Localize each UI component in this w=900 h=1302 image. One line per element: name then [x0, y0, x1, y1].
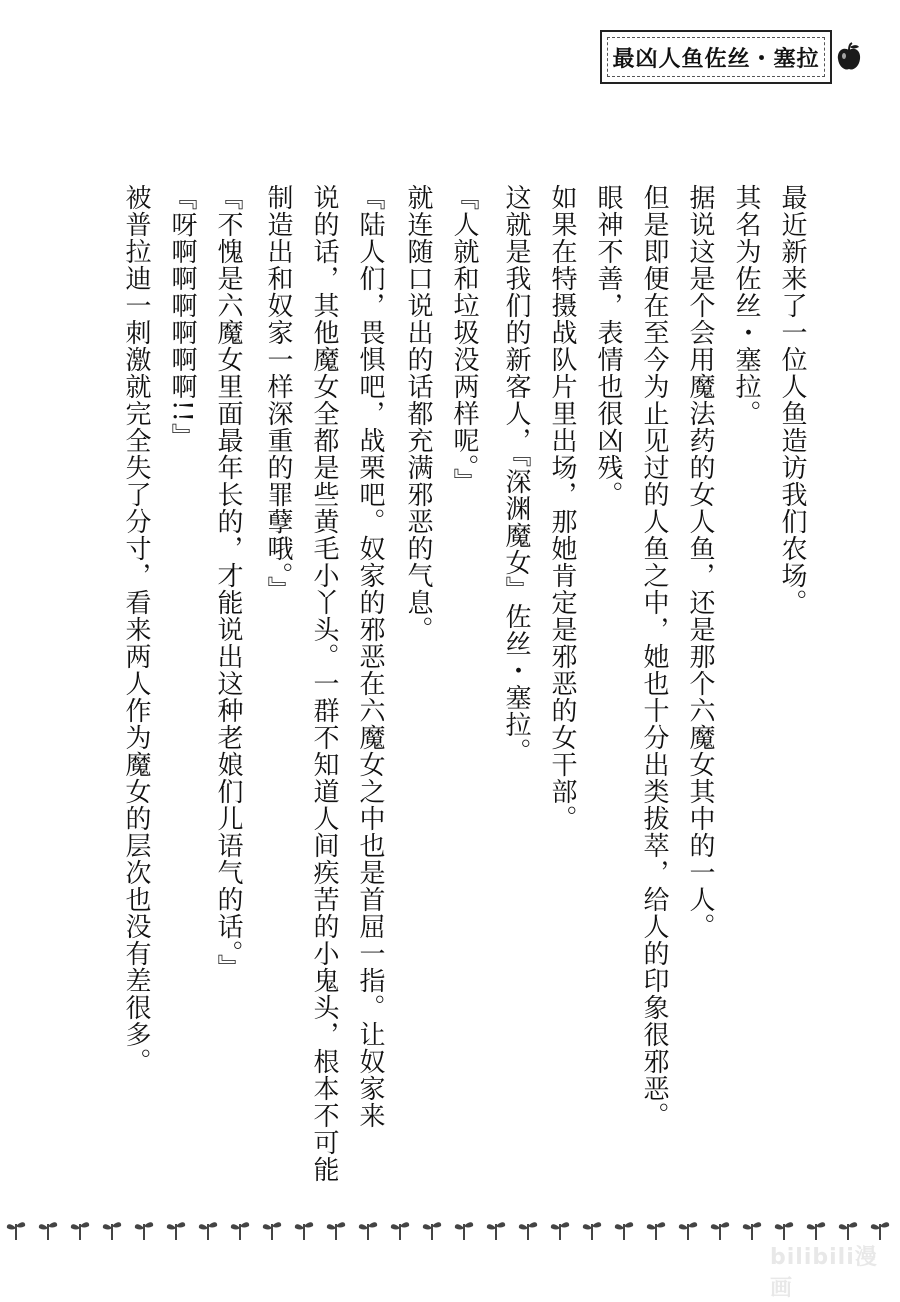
text-column-3: 据说这是个会用魔法药的女人鱼，还是那个六魔女其中的一人。 — [685, 184, 715, 940]
text-column-12: 制造出和奴家一样深重的罪孽哦。』 — [263, 184, 293, 603]
sprout-icon — [71, 1222, 89, 1240]
sprout-border-icon — [0, 1214, 900, 1242]
sprout-icon — [295, 1222, 313, 1240]
sprout-icon — [519, 1222, 537, 1240]
sprout-icon — [199, 1222, 217, 1240]
sprout-icon — [807, 1222, 825, 1240]
sprout-icon — [775, 1222, 793, 1240]
sprout-icon — [871, 1222, 889, 1240]
sprout-icon — [7, 1222, 25, 1240]
sprout-icon — [743, 1222, 761, 1240]
text-column-5: 眼神不善，表情也很凶残。 — [593, 184, 623, 508]
sprout-icon — [679, 1222, 697, 1240]
apple-icon — [836, 42, 862, 72]
text-column-1: 最近新来了一位人鱼造访我们农场。 — [777, 184, 807, 616]
sprout-icon — [455, 1222, 473, 1240]
text-column-15: 被普拉迪一刺激就完全失了分寸，看来两人作为魔女的层次也没有差很多。 — [121, 184, 151, 1075]
sprout-icon — [551, 1222, 569, 1240]
text-column-2: 其名为佐丝・塞拉。 — [731, 184, 761, 427]
text-column-14: 『呀啊啊啊啊啊啊!!』 — [167, 184, 197, 450]
text-column-11: 说的话，其他魔女全都是些黄毛小丫头。一群不知道人间疾苦的小鬼头，根本不可能 — [309, 184, 339, 1183]
sprout-icon — [231, 1222, 249, 1240]
text-column-4: 但是即便在至今为止见过的人鱼之中，她也十分出类拔萃，给人的印象很邪恶。 — [639, 184, 669, 1129]
sprout-icon — [423, 1222, 441, 1240]
sprout-icon — [583, 1222, 601, 1240]
watermark-logo: bilibili漫画 — [770, 1245, 878, 1301]
sprout-icon — [103, 1222, 121, 1240]
sprout-icon — [167, 1222, 185, 1240]
sprout-icon — [647, 1222, 665, 1240]
text-column-9: 就连随口说出的话都充满邪恶的气息。 — [403, 184, 433, 643]
text-column-10: 『陆人们，畏惧吧，战栗吧。奴家的邪恶在六魔女之中也是首屈一指。让奴家来 — [355, 184, 385, 1129]
text-column-8: 『人就和垃圾没两样呢。』 — [449, 184, 479, 495]
text-column-7: 这就是我们的新客人，『深渊魔女』佐丝・塞拉。 — [501, 184, 531, 765]
chapter-title-box — [600, 30, 832, 84]
chapter-title: 最凶人鱼佐丝・塞拉 — [612, 45, 820, 72]
sprout-icon — [135, 1222, 153, 1240]
sprout-icon — [487, 1222, 505, 1240]
sprout-icon — [359, 1222, 377, 1240]
text-column-6: 如果在特摄战队片里出场，那她肯定是邪恶的女干部。 — [547, 184, 577, 832]
sprout-icon — [327, 1222, 345, 1240]
sprout-icon — [615, 1222, 633, 1240]
sprout-icon — [263, 1222, 281, 1240]
sprout-icon — [839, 1222, 857, 1240]
sprout-icon — [711, 1222, 729, 1240]
sprout-icon — [391, 1222, 409, 1240]
sprout-icon — [39, 1222, 57, 1240]
text-column-13: 『不愧是六魔女里面最年长的，才能说出这种老娘们儿语气的话。』 — [213, 184, 243, 981]
